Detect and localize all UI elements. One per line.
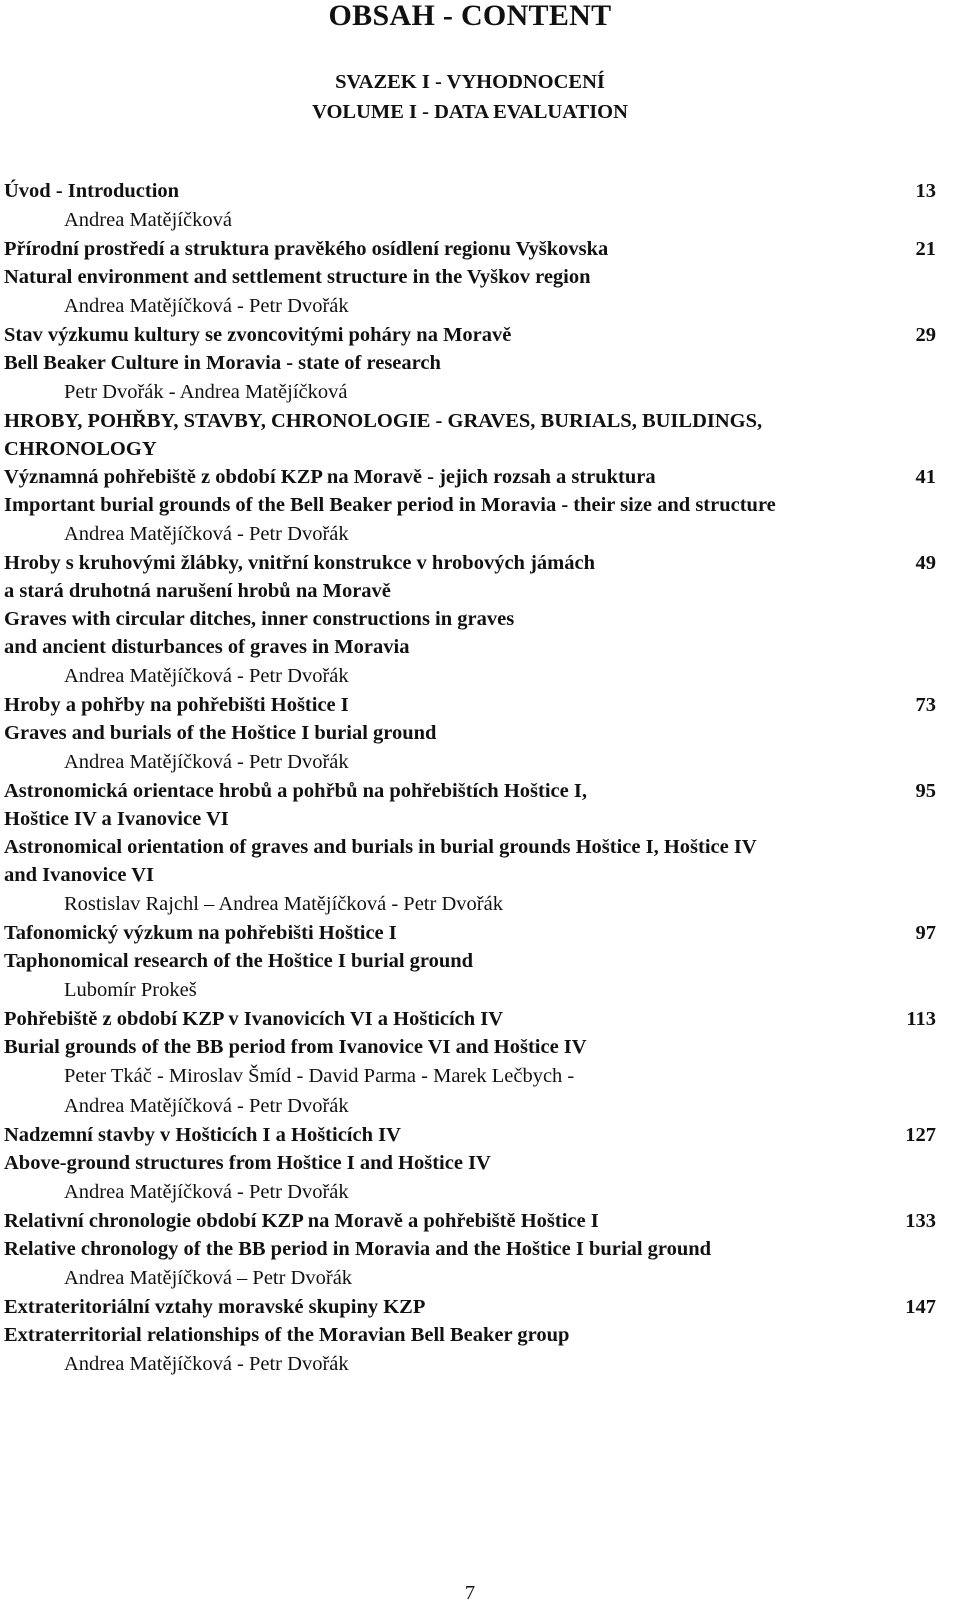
- entry-authors: Andrea Matějíčková - Petr Dvořák: [64, 295, 349, 317]
- toc-entry: [4, 549, 936, 691]
- toc-entry: [4, 177, 936, 235]
- entry-title-line: Extrateritoriální vztahy moravské skupiny KZP: [4, 1296, 426, 1318]
- entry-title-line: Přírodní prostředí a struktura pravěkého osídlení regionu Vyškovska: [4, 238, 609, 260]
- toc-entry: [4, 919, 936, 1005]
- entry-title-line: Important burial grounds of the Bell Beaker period in Moravia - their size and structure: [4, 494, 776, 516]
- toc-entry: [4, 1121, 936, 1207]
- entry-authors: Petr Dvořák - Andrea Matějíčková: [64, 381, 348, 403]
- toc-entry: [4, 691, 936, 777]
- entry-page-number: 113: [906, 1008, 936, 1030]
- volume-line-english: VOLUME I - DATA EVALUATION: [312, 101, 628, 123]
- entry-authors: Andrea Matějíčková: [64, 209, 232, 231]
- entry-title-line: Úvod - Introduction: [4, 180, 180, 202]
- entry-title-line: Hoštice IV a Ivanovice VI: [4, 808, 229, 830]
- entry-title-line: Natural environment and settlement structure in the Vyškov region: [4, 266, 591, 288]
- entry-authors: Lubomír Prokeš: [64, 979, 197, 1001]
- toc-group-graves: [4, 463, 936, 1379]
- toc-entry: [4, 1293, 936, 1379]
- entry-authors: Andrea Matějíčková - Petr Dvořák: [64, 1181, 349, 1203]
- entry-page-number: 95: [915, 780, 936, 802]
- entry-title-line: a stará druhotná narušení hrobů na Moravě: [4, 580, 391, 602]
- entry-page-number: 147: [905, 1296, 936, 1318]
- toc-entry: [4, 1005, 936, 1121]
- entry-title-line: Extraterritorial relationships of the Moravian Bell Beaker group: [4, 1324, 570, 1346]
- entry-title-line: Taphonomical research of the Hoštice I burial ground: [4, 950, 474, 972]
- table-of-contents: [4, 177, 936, 1379]
- toc-entry: [4, 777, 936, 919]
- entry-title-line: Hroby a pohřby na pohřebišti Hoštice I: [4, 694, 349, 716]
- toc-group-intro: [4, 177, 936, 407]
- entry-page-number: 127: [905, 1124, 936, 1146]
- entry-page-number: 97: [915, 922, 936, 944]
- entry-authors: Andrea Matějíčková - Petr Dvořák: [64, 1095, 349, 1117]
- entry-page-number: 49: [915, 552, 936, 574]
- entry-title-line: Above-ground structures from Hoštice I and Hoštice IV: [4, 1152, 491, 1174]
- entry-authors: Andrea Matějíčková - Petr Dvořák: [64, 523, 349, 545]
- entry-title-line: Relative chronology of the BB period in Moravia and the Hoštice I burial ground: [4, 1238, 712, 1260]
- entry-authors: Andrea Matějíčková – Petr Dvořák: [64, 1267, 353, 1289]
- entry-page-number: 73: [915, 694, 936, 716]
- toc-entry: [4, 235, 936, 321]
- entry-title-line: Astronomická orientace hrobů a pohřbů na pohřebištích Hoštice I,: [4, 780, 587, 802]
- entry-title-line: Graves with circular ditches, inner constructions in graves: [4, 608, 515, 630]
- entry-title-line: Stav výzkumu kultury se zvoncovitými poháry na Moravě: [4, 324, 512, 346]
- entry-title-line: Burial grounds of the BB period from Ivanovice VI and Hoštice IV: [4, 1036, 587, 1058]
- entry-title-line: Pohřebiště z období KZP v Ivanovicích VI a Hošticích IV: [4, 1008, 504, 1030]
- entry-title-line: and Ivanovice VI: [4, 864, 154, 886]
- entry-page-number: 29: [915, 324, 936, 346]
- entry-page-number: 41: [915, 466, 936, 488]
- entry-title-line: and ancient disturbances of graves in Moravia: [4, 636, 410, 658]
- entry-authors: Rostislav Rajchl – Andrea Matějíčková - Petr Dvořák: [64, 893, 503, 915]
- toc-entry: [4, 463, 936, 549]
- entry-authors: Andrea Matějíčková - Petr Dvořák: [64, 1353, 349, 1375]
- entry-title-line: Astronomical orientation of graves and burials in burial grounds Hoštice I, Hoštice IV: [4, 836, 757, 858]
- entry-title-line: Tafonomický výzkum na pohřebišti Hoštice I: [4, 922, 397, 944]
- entry-title-line: Významná pohřebiště z období KZP na Moravě - jejich rozsah a struktura: [4, 466, 656, 488]
- entry-title-line: Nadzemní stavby v Hošticích I a Hošticích IV: [4, 1124, 401, 1146]
- entry-authors: Andrea Matějíčková - Petr Dvořák: [64, 751, 349, 773]
- entry-authors: Peter Tkáč - Miroslav Šmíd - David Parma - Marek Lečbych -: [64, 1065, 575, 1087]
- entry-page-number: 133: [905, 1210, 936, 1232]
- page-title: OBSAH - CONTENT: [328, 0, 612, 32]
- toc-entry: [4, 1207, 936, 1293]
- entry-authors: Andrea Matějíčková - Petr Dvořák: [64, 665, 349, 687]
- entry-page-number: 13: [915, 180, 936, 202]
- entry-title-line: Hroby s kruhovými žlábky, vnitřní konstrukce v hrobových jámách: [4, 552, 595, 574]
- volume-line-czech: SVAZEK I - VYHODNOCENÍ: [335, 71, 605, 93]
- entry-page-number: 21: [915, 238, 936, 260]
- toc-entry: [4, 321, 936, 407]
- entry-title-line: Bell Beaker Culture in Moravia - state of research: [4, 352, 441, 374]
- entry-title-line: Graves and burials of the Hoštice I burial ground: [4, 722, 437, 744]
- volume-heading: [4, 68, 936, 128]
- page-number: 7: [464, 1582, 476, 1604]
- entry-title-line: Relativní chronologie období KZP na Moravě a pohřebiště Hoštice I: [4, 1210, 599, 1232]
- toc-page: [4, 0, 936, 1606]
- section-heading: HROBY, POHŘBY, STAVBY, CHRONOLOGIE - GRAVES, BURIALS, BUILDINGS, CHRONOLOGY: [4, 410, 763, 460]
